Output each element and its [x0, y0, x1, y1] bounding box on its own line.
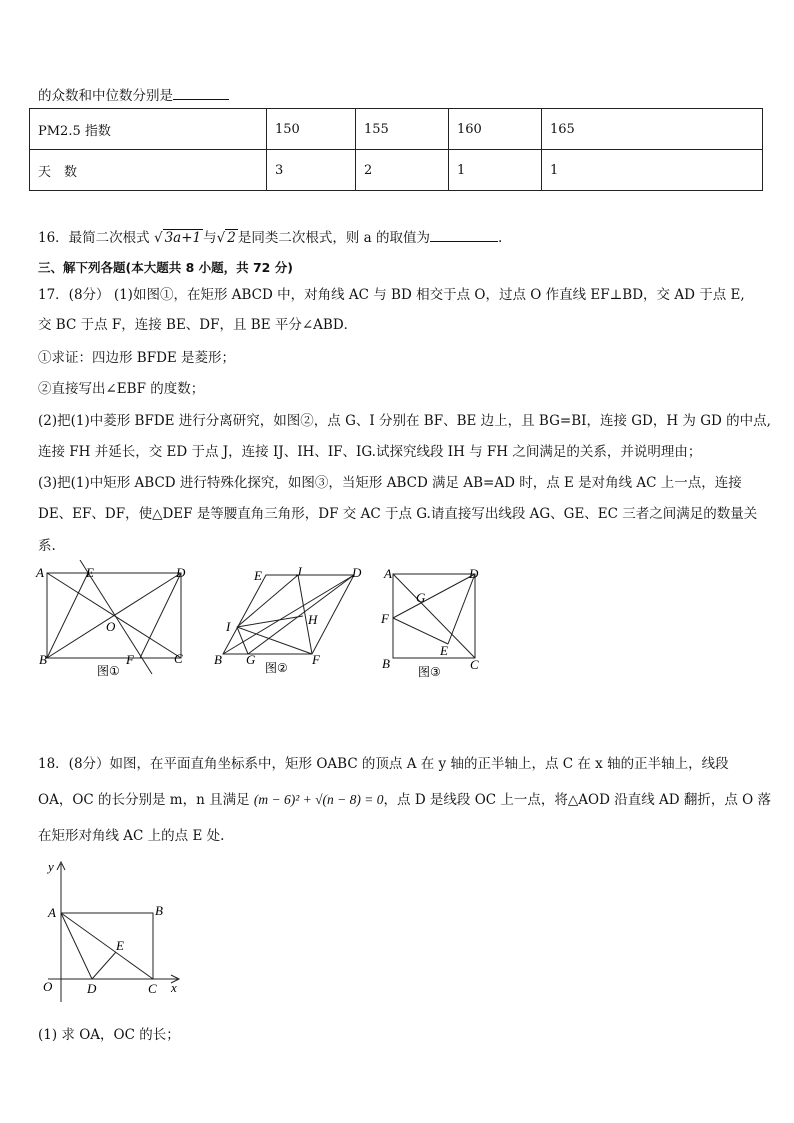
segment-de	[448, 574, 475, 644]
label-b: B	[155, 903, 163, 918]
segment-if	[237, 627, 312, 654]
condition-math: (m − 6)² + √(n − 8) = 0	[253, 792, 384, 807]
answer-blank[interactable]	[173, 85, 229, 100]
q17-line: 连接 FH 并延长，交 ED 于点 J，连接 IJ、IH、IF、IG.试探究线段 IH 与 FH 之间满足的关系，并说明理由；	[38, 444, 702, 460]
label-e: E	[254, 568, 262, 583]
q17-line: 系.	[38, 538, 56, 554]
label-i: I	[226, 619, 231, 634]
segment-ad	[61, 913, 92, 979]
table-cell: 1	[449, 150, 542, 191]
label-h: H	[308, 612, 318, 627]
table-cell: 150	[267, 109, 356, 150]
q17-line: ①求证：四边形 BFDE 是菱形；	[38, 350, 236, 366]
label-g: G	[416, 590, 426, 605]
label-f: F	[312, 652, 320, 667]
q18-line: OA，OC 的长分别是 m，n 且满足 (m − 6)² + √(n − 8) = 0，点 D 是线段 OC 上一点，将△AOD 沿直线 AD 翻折，点 O 落	[38, 792, 772, 808]
segment-de	[92, 952, 116, 979]
diagonal-ac	[393, 574, 475, 658]
table-row	[30, 109, 763, 150]
figure-coordinate	[34, 856, 194, 1006]
label-c: C	[174, 651, 183, 666]
q18-line: 在矩形对角线 AC 上的点 E 处.	[38, 828, 225, 844]
q17-line: ②直接写出∠EBF 的度数；	[38, 381, 205, 397]
label-d: D	[469, 566, 479, 581]
segment-fd	[393, 574, 475, 618]
label-b: B	[214, 652, 222, 667]
q17-line: 交 BC 于点 F，连接 BE、DF，且 BE 平分∠ABD．	[38, 317, 358, 333]
label-c: C	[148, 981, 157, 996]
table-cell: 155	[356, 109, 449, 150]
table-cell: 3	[267, 150, 356, 191]
label-d: D	[176, 565, 186, 580]
q17-line: (3)把(1)中矩形 ABCD 进行特殊化探究，如图③，当矩形 ABCD 满足 AB=AD 时，点 E 是对角线 AC 上一点，连接	[38, 475, 742, 491]
label-b: B	[382, 656, 390, 671]
radical-sign: √	[153, 230, 163, 246]
figure-caption: 图①	[97, 664, 120, 678]
label-x: x	[171, 980, 177, 995]
label-o: O	[106, 619, 116, 634]
q18-line: 18．(8分）如图，在平面直角坐标系中，矩形 OABC 的顶点 A 在 y 轴的正半轴上，点 C 在 x 轴的正半轴上，线段	[38, 756, 729, 772]
figure-caption: 图③	[418, 665, 441, 679]
label-d: D	[87, 981, 97, 996]
label-f: F	[381, 611, 389, 626]
label-f: F	[126, 652, 134, 667]
table-cell: PM2.5 指数	[30, 109, 267, 150]
intro-line: 的众数和中位数分别是	[38, 84, 229, 104]
question-16: 16．最简二次根式 √ 3a+1 与√ 2 是同类二次根式，则 a 的取值为 .	[38, 226, 502, 246]
table-cell: 天 数	[30, 150, 267, 191]
label-o: O	[43, 979, 53, 994]
section-heading: 三、解下列各题(本大题共 8 小题，共 72 分)	[38, 260, 293, 275]
table-cell: 1	[542, 150, 763, 191]
radicand-1: 3a+1	[164, 230, 202, 246]
figure-caption: 图②	[265, 661, 288, 675]
q18-sub1: (1) 求 OA，OC 的长；	[38, 1027, 180, 1043]
answer-blank[interactable]	[430, 227, 498, 242]
segment-ij	[237, 575, 298, 627]
label-d: D	[352, 565, 362, 580]
figure-1	[30, 560, 200, 682]
figure-2	[208, 560, 368, 682]
label-a: A	[36, 565, 44, 580]
label-a: A	[48, 905, 56, 920]
label-b: B	[39, 652, 47, 667]
diagonal-ac	[61, 913, 153, 979]
pm25-table	[29, 108, 763, 191]
label-e: E	[116, 938, 124, 953]
radical-sign: √	[216, 230, 226, 246]
q17-line: (2)把(1)中菱形 BFDE 进行分离研究，如图②，点 G、I 分别在 BF、BE 边上，且 BG=BI，连接 GD，H 为 GD 的中点,	[38, 413, 771, 429]
q17-line: 17．(8分） (1)如图①，在矩形 ABCD 中，对角线 AC 与 BD 相交于点 O，过点 O 作直线 EF⊥BD，交 AD 于点 E,	[38, 287, 745, 303]
q17-line: DE、EF、DF，使△DEF 是等腰直角三角形，DF 交 AC 于点 G.请直接写出线段 AG、GE、EC 三者之间满足的数量关	[38, 506, 758, 522]
table-cell: 2	[356, 150, 449, 191]
table-cell: 165	[542, 109, 763, 150]
label-e: E	[440, 643, 448, 658]
radicand-2: 2	[227, 230, 236, 246]
label-j: J	[296, 564, 302, 579]
segment-gd	[248, 575, 354, 654]
figure-3	[378, 560, 488, 682]
table-cell: 160	[449, 109, 542, 150]
label-y: y	[48, 859, 54, 874]
label-g: G	[246, 652, 256, 667]
label-c: C	[470, 657, 479, 672]
label-e: E	[86, 565, 94, 580]
label-a: A	[384, 566, 392, 581]
table-row	[30, 150, 763, 191]
